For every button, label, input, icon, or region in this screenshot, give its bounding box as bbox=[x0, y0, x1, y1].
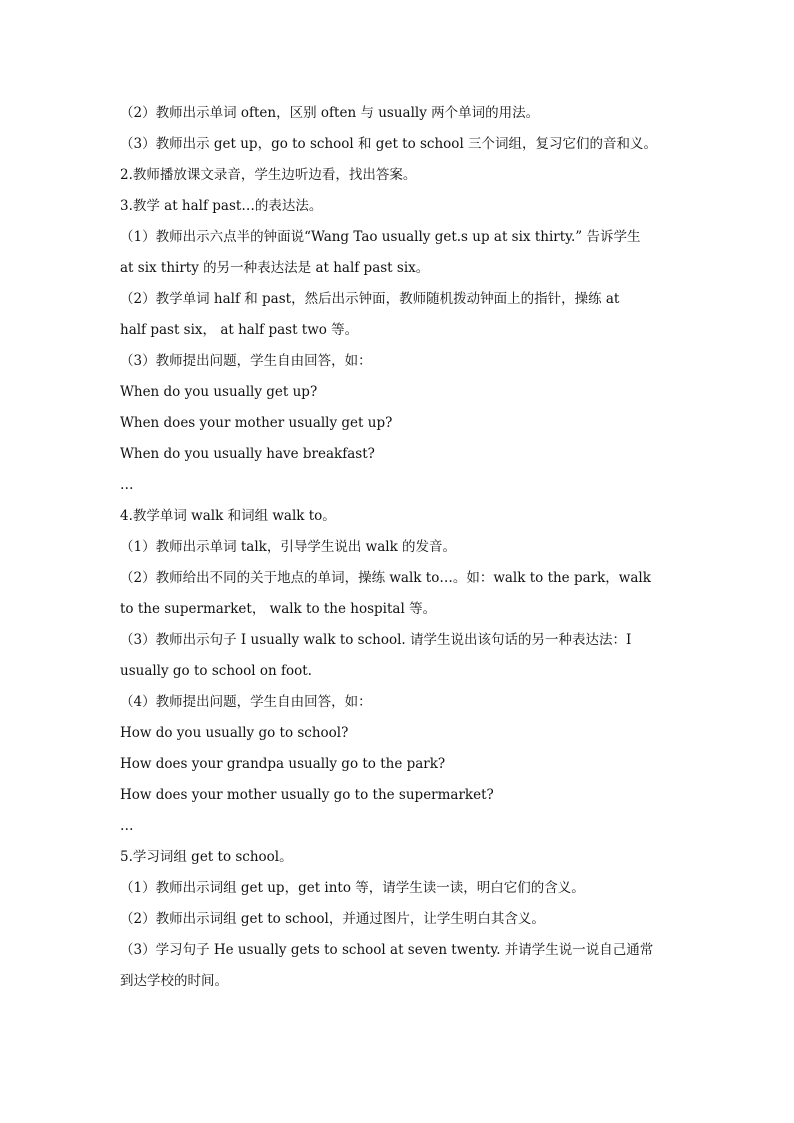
text-line-15: （1）教师出示单词 talk，引导学生说出 walk 的发音。 bbox=[120, 539, 457, 555]
text-line-29: 到达学校的时间。 bbox=[120, 973, 228, 989]
text-line-10: When do you usually get up? bbox=[120, 384, 318, 400]
text-line-22: How does your grandpa usually go to the park? bbox=[120, 756, 446, 772]
text-line-24: … bbox=[120, 818, 134, 834]
text-line-7: （2）教学单词 half 和 past，然后出示钟面，教师随机拨动钟面上的指针，操练 at bbox=[120, 291, 620, 307]
text-line-20: （4）教师提出问题，学生自由回答，如： bbox=[120, 694, 372, 710]
text-line-4: 3.教学 at half past…的表达法。 bbox=[120, 198, 323, 214]
text-line-23: How does your mother usually go to the supermarket? bbox=[120, 787, 494, 803]
text-line-1: （2）教师出示单词 often，区别 often 与 usually 两个单词的用法。 bbox=[120, 105, 540, 121]
text-line-14: 4.教学单词 walk 和词组 walk to。 bbox=[120, 508, 336, 524]
text-line-8: half past six， at half past two 等。 bbox=[120, 322, 359, 338]
text-line-3: 2.教师播放课文录音，学生边听边看，找出答案。 bbox=[120, 167, 417, 183]
text-line-12: When do you usually have breakfast? bbox=[120, 446, 375, 462]
text-line-25: 5.学习词组 get to school。 bbox=[120, 849, 293, 865]
text-line-28: （3）学习句子 He usually gets to school at seven twenty. 并请学生说一说自己通常 bbox=[120, 942, 654, 958]
text-line-17: to the supermarket， walk to the hospital 等。 bbox=[120, 601, 437, 617]
document-body bbox=[120, 98, 680, 997]
text-line-26: （1）教师出示词组 get up，get into 等，请学生读一读，明白它们的含义。 bbox=[120, 880, 585, 896]
text-line-9: （3）教师提出问题，学生自由回答，如： bbox=[120, 353, 372, 369]
text-line-18: （3）教师出示句子 I usually walk to school. 请学生说出该句话的另一种表达法：I bbox=[120, 632, 632, 648]
text-line-6: at six thirty 的另一种表达法是 at half past six。 bbox=[120, 260, 430, 276]
text-line-27: （2）教师出示词组 get to school，并通过图片，让学生明白其含义。 bbox=[120, 911, 545, 927]
text-line-19: usually go to school on foot. bbox=[120, 663, 312, 679]
text-line-5: （1）教师出示六点半的钟面说“Wang Tao usually get.s up at six thirty.” 告诉学生 bbox=[120, 229, 641, 245]
text-line-13: … bbox=[120, 477, 134, 493]
text-line-21: How do you usually go to school? bbox=[120, 725, 349, 741]
text-line-2: （3）教师出示 get up，go to school 和 get to school 三个词组，复习它们的音和义。 bbox=[120, 136, 658, 152]
text-line-11: When does your mother usually get up? bbox=[120, 415, 393, 431]
text-line-16: （2）教师给出不同的关于地点的单词，操练 walk to…。如：walk to the park，walk bbox=[120, 570, 651, 586]
